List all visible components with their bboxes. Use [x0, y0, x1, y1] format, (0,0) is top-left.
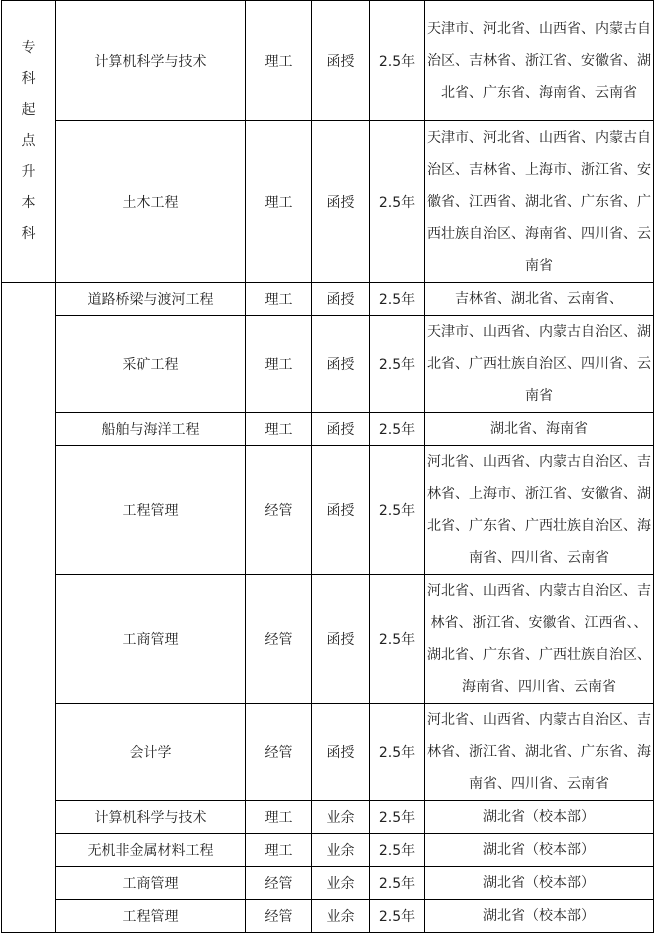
- major-cell: 工商管理: [56, 867, 246, 900]
- field-cell: 理工: [246, 834, 312, 867]
- field-cell: 理工: [246, 413, 312, 446]
- major-cell: 采矿工程: [56, 316, 246, 413]
- regions-cell: 河北省、山西省、内蒙古自治区、吉林省、浙江省、湖北省、广东省、海南省、四川省、云南省: [425, 704, 654, 801]
- field-cell: 理工: [246, 316, 312, 413]
- regions-cell: 湖北省、海南省: [425, 413, 654, 446]
- field-cell: 理工: [246, 283, 312, 316]
- mode-cell: 函授: [312, 446, 370, 575]
- major-cell: 计算机科学与技术: [56, 801, 246, 834]
- table-row: [2, 446, 654, 575]
- category-char: 科: [21, 226, 36, 242]
- mode-cell: 函授: [312, 413, 370, 446]
- regions-cell: 湖北省（校本部）: [425, 834, 654, 867]
- table-row: [2, 801, 654, 834]
- table-row: [2, 283, 654, 316]
- regions-cell: 天津市、河北省、山西省、内蒙古自治区、吉林省、上海市、浙江省、安徽省、江西省、湖北省、广东省、广西壮族自治区、海南省、四川省、云南省: [425, 121, 654, 283]
- duration-cell: 2.5年: [370, 316, 425, 413]
- table-row: [2, 121, 654, 283]
- duration-cell: 2.5年: [370, 704, 425, 801]
- mode-cell: 函授: [312, 316, 370, 413]
- field-cell: 经管: [246, 575, 312, 704]
- major-cell: 土木工程: [56, 121, 246, 283]
- mode-cell: 业余: [312, 801, 370, 834]
- mode-cell: 业余: [312, 900, 370, 933]
- category-char: 本: [21, 195, 36, 211]
- duration-cell: 2.5年: [370, 121, 425, 283]
- category-cell: [2, 1, 56, 283]
- mode-cell: 业余: [312, 867, 370, 900]
- major-cell: 道路桥梁与渡河工程: [56, 283, 246, 316]
- field-cell: 理工: [246, 121, 312, 283]
- duration-cell: 2.5年: [370, 575, 425, 704]
- duration-cell: 2.5年: [370, 446, 425, 575]
- field-cell: 经管: [246, 900, 312, 933]
- regions-cell: 河北省、山西省、内蒙古自治区、吉林省、浙江省、安徽省、江西省、、湖北省、广东省、广西壮族自治区、海南省、四川省、云南省: [425, 575, 654, 704]
- table-row: [2, 900, 654, 933]
- regions-cell: 河北省、山西省、内蒙古自治区、吉林省、上海市、浙江省、安徽省、湖北省、广东省、广西壮族自治区、海南省、四川省、云南省: [425, 446, 654, 575]
- mode-cell: 函授: [312, 575, 370, 704]
- duration-cell: 2.5年: [370, 900, 425, 933]
- table-row: [2, 413, 654, 446]
- table-row: [2, 316, 654, 413]
- regions-cell: 湖北省（校本部）: [425, 801, 654, 834]
- mode-cell: 函授: [312, 704, 370, 801]
- regions-cell: 吉林省、湖北省、云南省、: [425, 283, 654, 316]
- regions-cell: 湖北省（校本部）: [425, 900, 654, 933]
- regions-cell: 湖北省（校本部）: [425, 867, 654, 900]
- major-cell: 工程管理: [56, 900, 246, 933]
- field-cell: 经管: [246, 704, 312, 801]
- majors-table: [1, 0, 654, 933]
- field-cell: 理工: [246, 801, 312, 834]
- duration-cell: 2.5年: [370, 867, 425, 900]
- regions-cell: 天津市、河北省、山西省、内蒙古自治区、吉林省、浙江省、安徽省、湖北省、广东省、海南省、云南省: [425, 1, 654, 121]
- mode-cell: 函授: [312, 121, 370, 283]
- duration-cell: 2.5年: [370, 413, 425, 446]
- table-row: [2, 575, 654, 704]
- category-char: 专: [21, 40, 36, 56]
- table-row: [2, 704, 654, 801]
- major-cell: 会计学: [56, 704, 246, 801]
- major-cell: 无机非金属材料工程: [56, 834, 246, 867]
- mode-cell: 业余: [312, 834, 370, 867]
- category-blank-cell: [2, 283, 56, 933]
- major-cell: 船舶与海洋工程: [56, 413, 246, 446]
- field-cell: 理工: [246, 1, 312, 121]
- major-cell: 计算机科学与技术: [56, 1, 246, 121]
- category-char: 升: [21, 164, 36, 180]
- duration-cell: 2.5年: [370, 1, 425, 121]
- field-cell: 经管: [246, 867, 312, 900]
- duration-cell: 2.5年: [370, 834, 425, 867]
- category-char: 起: [21, 102, 36, 118]
- category-char: 科: [21, 71, 36, 87]
- table-row: [2, 867, 654, 900]
- duration-cell: 2.5年: [370, 283, 425, 316]
- table-row: [2, 834, 654, 867]
- table-row: [2, 1, 654, 121]
- major-cell: 工程管理: [56, 446, 246, 575]
- major-cell: 工商管理: [56, 575, 246, 704]
- mode-cell: 函授: [312, 1, 370, 121]
- duration-cell: 2.5年: [370, 801, 425, 834]
- regions-cell: 天津市、山西省、内蒙古自治区、湖北省、广西壮族自治区、四川省、云南省: [425, 316, 654, 413]
- field-cell: 经管: [246, 446, 312, 575]
- category-char: 点: [21, 133, 36, 149]
- mode-cell: 函授: [312, 283, 370, 316]
